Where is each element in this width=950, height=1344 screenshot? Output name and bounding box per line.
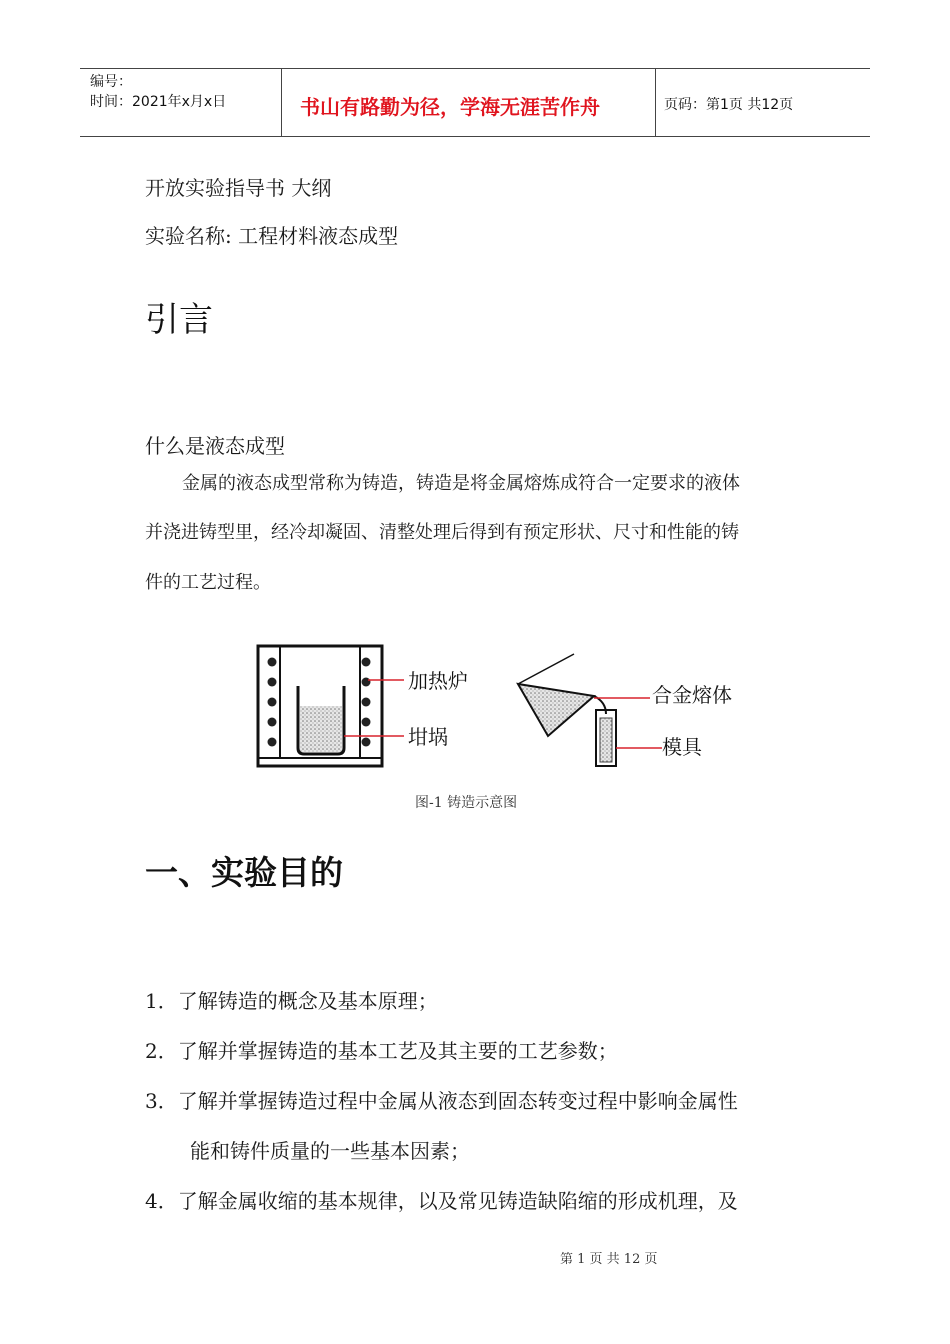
header-divider-left: [281, 68, 282, 136]
paragraph-line-2: 并浇进铸型里，经冷却凝固、清整处理后得到有预定形状、尺寸和性能的铸: [145, 522, 739, 543]
subheading-what-is-liquid-forming: 什么是液态成型: [145, 434, 285, 458]
figure-caption: 图-1 铸造示意图: [415, 795, 518, 811]
header-serial-label: 编号：: [90, 74, 132, 90]
header-date: 时间：2021年x月x日: [90, 94, 227, 110]
paragraph-line-1: 金属的液态成型常称为铸造，铸造是将金属熔炼成符合一定要求的液体: [182, 473, 740, 494]
section-heading-objectives: 一、实验目的: [145, 853, 343, 892]
objective-item-4: 4．了解金属收缩的基本规律，以及常见铸造缺陷缩的形成机理，及: [145, 1189, 738, 1213]
label-furnace: 加热炉: [408, 669, 468, 693]
label-melt: 合金熔体: [652, 683, 732, 707]
objective-item-1: 1．了解铸造的概念及基本原理；: [145, 989, 438, 1013]
paragraph-line-3: 件的工艺过程。: [145, 572, 271, 593]
header-top-rule: [80, 68, 870, 69]
crucible-drawing: [298, 686, 344, 754]
doc-type-line: 开放实验指导书 大纲: [145, 176, 332, 200]
header-motto: 书山有路勤为径，学海无涯苦作舟: [300, 95, 600, 119]
mold-drawing: [596, 710, 616, 766]
objective-item-3: 3．了解并掌握铸造过程中金属从液态到固态转变过程中影响金属性: [145, 1089, 738, 1113]
experiment-name-line: 实验名称: 工程材料液态成型: [145, 224, 399, 248]
header-page-info: 页码：第1页 共12页: [664, 97, 794, 113]
label-crucible: 坩埚: [408, 725, 448, 749]
page-footer: 第 1 页 共 12 页: [560, 1252, 658, 1267]
label-mold: 模具: [662, 735, 702, 759]
objective-item-3-continued: 能和铸件质量的一些基本因素；: [190, 1139, 470, 1163]
objective-item-2: 2．了解并掌握铸造的基本工艺及其主要的工艺参数；: [145, 1039, 618, 1063]
intro-heading: 引言: [145, 300, 213, 340]
casting-diagram: [250, 640, 770, 780]
header-divider-right: [655, 68, 656, 136]
ladle-drawing: [518, 654, 606, 736]
header-bottom-rule: [80, 136, 870, 137]
